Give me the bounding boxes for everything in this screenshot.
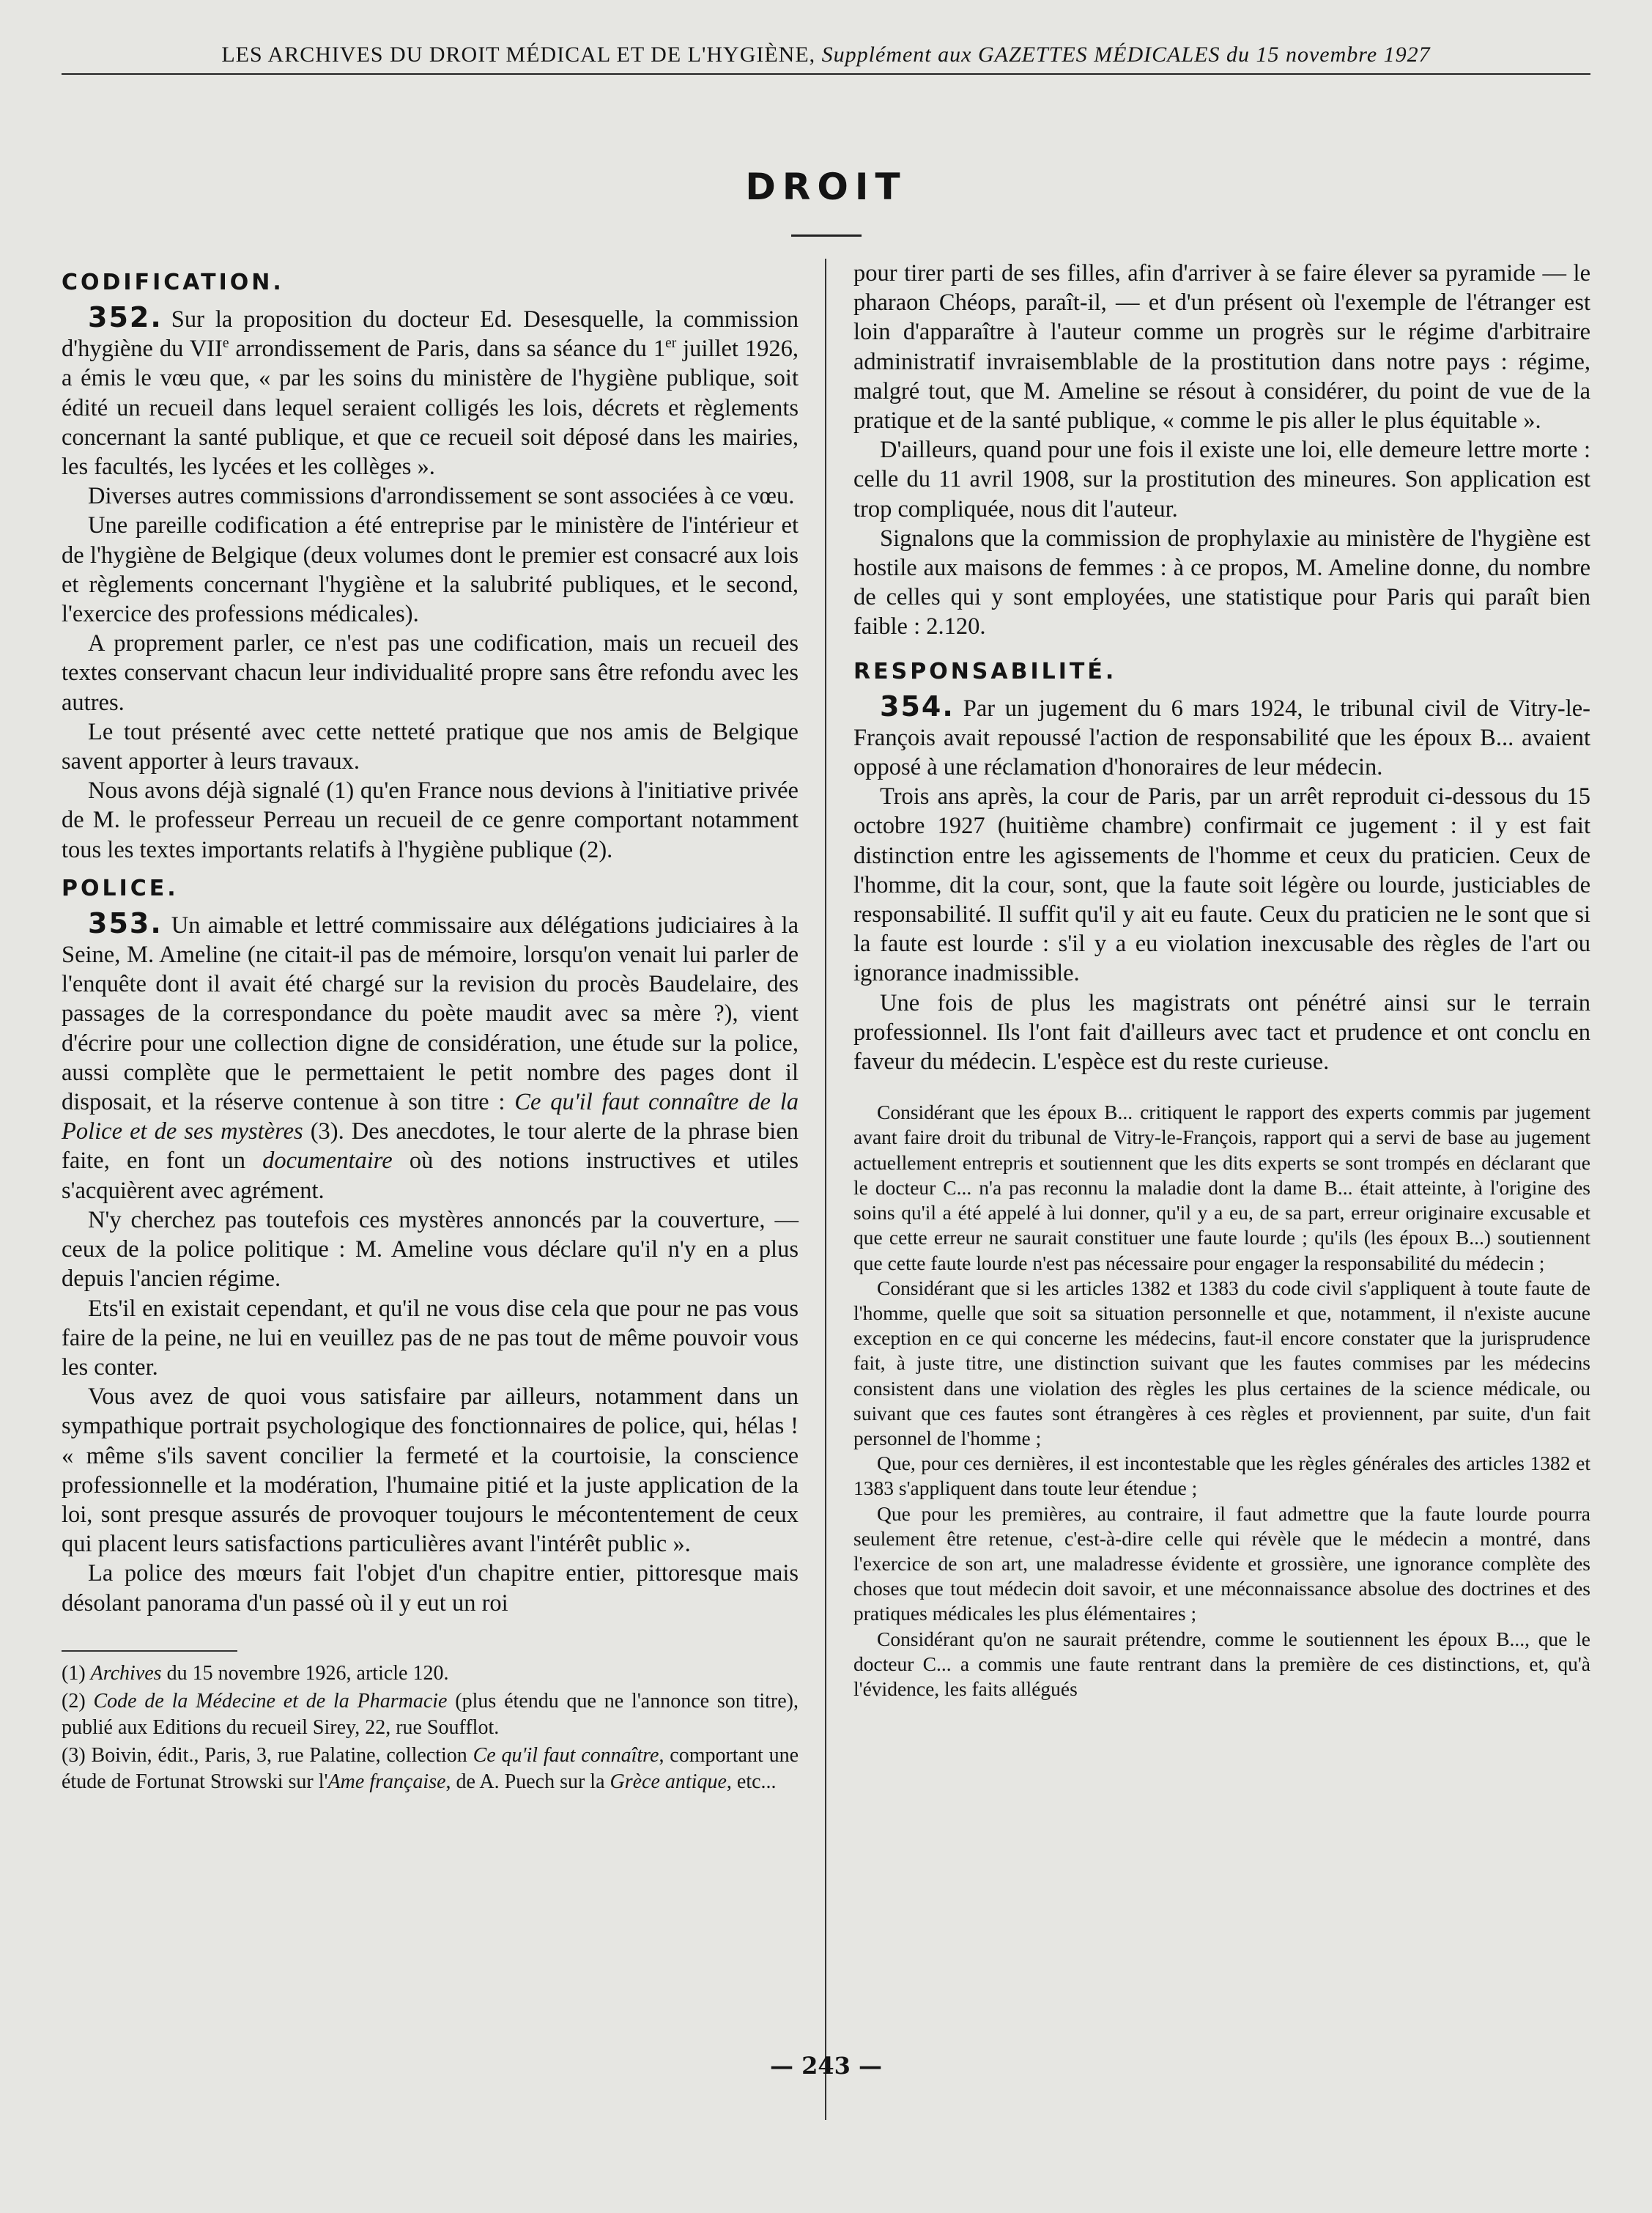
right-column	[853, 259, 1590, 1797]
italic-title: Archives	[90, 1661, 162, 1685]
rubric-codification: CODIFICATION.	[62, 270, 284, 295]
text-run: (1)	[62, 1661, 91, 1685]
rubric-responsabilite: RESPONSABILITÉ.	[853, 658, 1117, 684]
title-rule	[791, 234, 862, 237]
paragraph-continued: pour tirer parti de ses filles, afin d'arriver à se faire élever sa pyramide — le pharaon Chéops, paraît-il, — et d'un présent où l'exemple de l'étranger est loin d'apparaître à l'auteur comme un progrès sur le régime d'arbitraire administratif invraisemblable de la prostitution dans notre pays : régime, malgré tout, que M. Ameline se résout à considérer, du point de vue de la pratique et de la santé publique, « comme le pis aller le plus équitable ».	[853, 260, 1590, 435]
footnote-rule	[62, 1650, 237, 1652]
paragraph-352	[62, 303, 799, 481]
footnote-2	[62, 1688, 799, 1741]
ruling-paragraph: Considérant que les époux B... critiquent le rapport des experts commis par jugement avant faire droit du tribunal de Vitry-le-François, rapport qui a servi de base au jugement actuellement entrepris et soutiennent que les dits experts se sont trompés en déclarant que le docteur C... n'a pas reconnu la maladie dont la dame B... était atteinte, à l'origine des soins qu'il a été appelé à lui donner, qu'il y a eu, de sa part, erreur originaire excusable et que cette erreur ne saurait constituer une faute lourde ; qu'ils (les époux B...) soutiennent que cette faute lourde n'est pas nécessaire pour engager la responsabilité du médecin ;	[853, 1101, 1590, 1274]
text-run: , etc...	[726, 1770, 777, 1793]
text-run: (3). Des anecdotes, le tour alerte de la phrase bien faite, en font un	[62, 1118, 799, 1175]
text-run: (3) Boivin, édit., Paris, 3, rue Palatine, collection	[62, 1743, 473, 1767]
rubric-police: POLICE.	[62, 875, 179, 901]
text-run: arrondissement de Paris, dans sa séance du 1	[229, 336, 666, 363]
ruling-paragraph: Considérant qu'on ne saurait prétendre, comme le soutiennent les époux B..., que le docteur C... a commis une faute rentrant dans la première de ces distinctions, et, qu'à l'évidence, les faits allégués	[853, 1627, 1590, 1700]
book-title: Ce qu'il faut connaître de la Police et de ses mystères	[62, 1089, 799, 1145]
journal-title: LES ARCHIVES DU DROIT MÉDICAL ET DE L'HYGIÈNE,	[221, 43, 816, 67]
running-header	[62, 43, 1590, 75]
paragraph: Vous avez de quoi vous satisfaire par ailleurs, notamment dans un sympathique portrait psychologique des fonctionnaires de police, qui, hélas ! « même s'ils savent concilier la fermeté et la courtoisie, la conscience professionnelle et la modération, l'humaine pitié et la juste application de la loi, sont presque assurés de provoquer toujours le mécontentement de ceux qui placent leurs satisfactions particulières avant l'intérêt public ».	[62, 1383, 799, 1558]
paragraph: N'y cherchez pas toutefois ces mystères annoncés par la couverture, — ceux de la police politique : M. Ameline vous déclare qu'il n'y en a plus depuis l'ancien régime.	[62, 1206, 799, 1293]
paragraph: Nous avons déjà signalé (1) qu'en France nous devions à l'initiative privée de M. le professeur Perreau un recueil de ce genre comportant notamment tous les textes importants relatifs à l'hygiène publique (2).	[62, 777, 799, 863]
text-run: où des notions instructives et utiles s'acquièrent avec agrément.	[62, 1148, 799, 1204]
footnotes	[62, 1660, 799, 1795]
paragraph: Signalons que la commission de prophylaxie au ministère de l'hygiène est hostile aux maisons de femmes : à ce propos, M. Ameline donne, du nombre de celles qui y sont employées, une statistique pour Paris qui paraît bien faible : 2.120.	[853, 525, 1590, 640]
text-run: juillet 1926, a émis le vœu que, « par les soins du ministère de l'hygiène publique, soit édité un recueil dans lequel seraient colligés les lois, décrets et règlements concernant la santé publique, et que ce recueil soit déposé dans les mairies, les facultés, les lycées et les collèges ».	[62, 336, 799, 481]
court-ruling-excerpt	[853, 1100, 1590, 1702]
italic-term: documentaire	[262, 1148, 393, 1175]
ruling-paragraph: Considérant que si les articles 1382 et 1383 du code civil s'appliquent à toute faute de l'homme, quelle que soit sa situation personnelle et que, notamment, il n'existe aucune exception en ce qui concerne les médecins, faut-il encore constater que la jurisprudence fait, à juste titre, une distinction suivant que les fautes commises par les médecins consistent dans une violation des règles les plus certaines de la science médicale, ou suivant que ces fautes sont étrangères à ces règles et proviennent, par suite, d'un fait personnel de l'homme ;	[853, 1276, 1590, 1449]
left-column	[62, 259, 799, 1797]
supplement-line: Supplément aux GAZETTES MÉDICALES du 15 novembre 1927	[821, 43, 1431, 67]
text-run: du 15 novembre 1926, article 120.	[161, 1661, 449, 1685]
superscript: e	[222, 336, 229, 352]
superscript: er	[665, 336, 677, 352]
italic-title: Ame française	[327, 1770, 446, 1793]
italic-title: Code de la Médecine et de la Pharmacie	[93, 1689, 448, 1713]
paragraph: Diverses autres commissions d'arrondissement se sont associées à ce vœu.	[88, 483, 795, 510]
text-run: (plus étendu que ne l'annonce son titre), publié aux Editions du recueil Sirey, 22, rue Soufflot.	[62, 1689, 799, 1739]
paragraph: Le tout présenté avec cette netteté pratique que nos amis de Belgique savent apporter à leurs travaux.	[62, 718, 799, 775]
text-run: , comportant une étude de Fortunat Strowski sur l'	[62, 1743, 799, 1793]
paragraph: La police des mœurs fait l'objet d'un chapitre entier, pittoresque mais désolant panorama d'un passé où il y eut un roi	[62, 1560, 799, 1617]
paragraph: Une pareille codification a été entreprise par le ministère de l'intérieur et de l'hygiène de Belgique (deux volumes dont le premier est consacré aux lois et règlements concernant l'hygiène et la salubrité publiques, et le second, l'exercice des professions médicales).	[62, 512, 799, 628]
paragraph: A proprement parler, ce n'est pas une codification, mais un recueil des textes conservant chacun leur individualité propre sans être refondu avec les autres.	[62, 630, 799, 716]
footnote-3	[62, 1743, 799, 1795]
paragraph-354	[853, 692, 1590, 783]
italic-title: Grèce antique	[610, 1770, 727, 1793]
paragraph: Trois ans après, la cour de Paris, par un arrêt reproduit ci-dessous du 15 octobre 1927 (huitième chambre) confirmait ce jugement : il y est fait distinction entre les agissements de l'homme et ceux du praticien. Ceux de l'homme, dit la cour, sont, que la faute soit légère ou lourde, justiciables de responsabilité. Il suffit qu'il y ait eu faute. Ceux du praticien ne le sont que si la faute est lourde : s'il y a eu violation inexcusable des règles de l'art ou ignorance inadmissible.	[853, 783, 1590, 987]
footnote-1	[62, 1660, 799, 1687]
item-number-353: 353.	[88, 906, 163, 939]
text-run: (2)	[62, 1689, 94, 1713]
text-run: Par un jugement du 6 mars 1924, le tribunal civil de Vitry-le-François avait repoussé l'action de responsabilité que les époux B... avaient opposé à une réclamation d'honoraires de leur médecin.	[853, 695, 1590, 781]
article-columns	[62, 259, 1590, 1797]
paragraph: D'ailleurs, quand pour une fois il existe une loi, elle demeure lettre morte : celle du 11 avril 1908, sur la prostitution des mineures. Son application est trop compliquée, nous dit l'auteur.	[853, 437, 1590, 522]
text-run: , de A. Puech sur la	[445, 1770, 610, 1793]
text-run: Sur la proposition du docteur Ed. Desesquelle, la commission d'hygiène du VII	[62, 306, 799, 363]
text-run: Un aimable et lettré commissaire aux délégations judiciaires à la Seine, M. Ameline (ne citait-il pas de mémoire, lorsqu'on venait lui parler de l'enquête dont il avait été chargé sur la revision du procès Baudelaire, des passages de la correspondance du poète maudit avec sa mère ?), vient d'écrire pour une collection digne de considération, une étude sur la police, aussi complète que le permettaient le petit nombre des pages dont il disposait, et la réserve contenue à son titre :	[62, 912, 799, 1116]
column-divider	[825, 259, 826, 2120]
section-title: DROIT	[745, 166, 907, 208]
ruling-paragraph: Que pour les premières, au contraire, il faut admettre que la faute lourde pourra seulement être retenue, c'est-à-dire celle qui révèle que le médecin a montré, dans l'exercice de son art, une maladresse évidente et grossière, une ignorance complète des choses que tout médecin doit savoir, et une méconnaissance absolue des doctrines et des pratiques médicales les plus élémentaires ;	[853, 1501, 1590, 1625]
item-number-352: 352.	[88, 301, 163, 333]
ruling-paragraph: Que, pour ces dernières, il est incontestable que les règles générales des articles 1382 et 1383 s'appliquent dans toute leur étendue ;	[853, 1452, 1590, 1500]
paragraph-353	[62, 906, 799, 1205]
item-number-354: 354.	[880, 690, 955, 723]
italic-title: Ce qu'il faut connaître	[473, 1743, 659, 1767]
page-number: — 243 —	[769, 2052, 883, 2080]
paragraph: Une fois de plus les magistrats ont pénétré ainsi sur le terrain professionnel. Ils l'ont fait d'ailleurs avec tact et prudence et ont conclu en faveur du médecin. L'espèce est du reste curieuse.	[853, 989, 1590, 1076]
paragraph: Ets'il en existait cependant, et qu'il ne vous dise cela que pour ne pas vous faire de la peine, ne lui en veuillez pas de ne pas tout de même pouvoir vous les conter.	[62, 1295, 799, 1381]
